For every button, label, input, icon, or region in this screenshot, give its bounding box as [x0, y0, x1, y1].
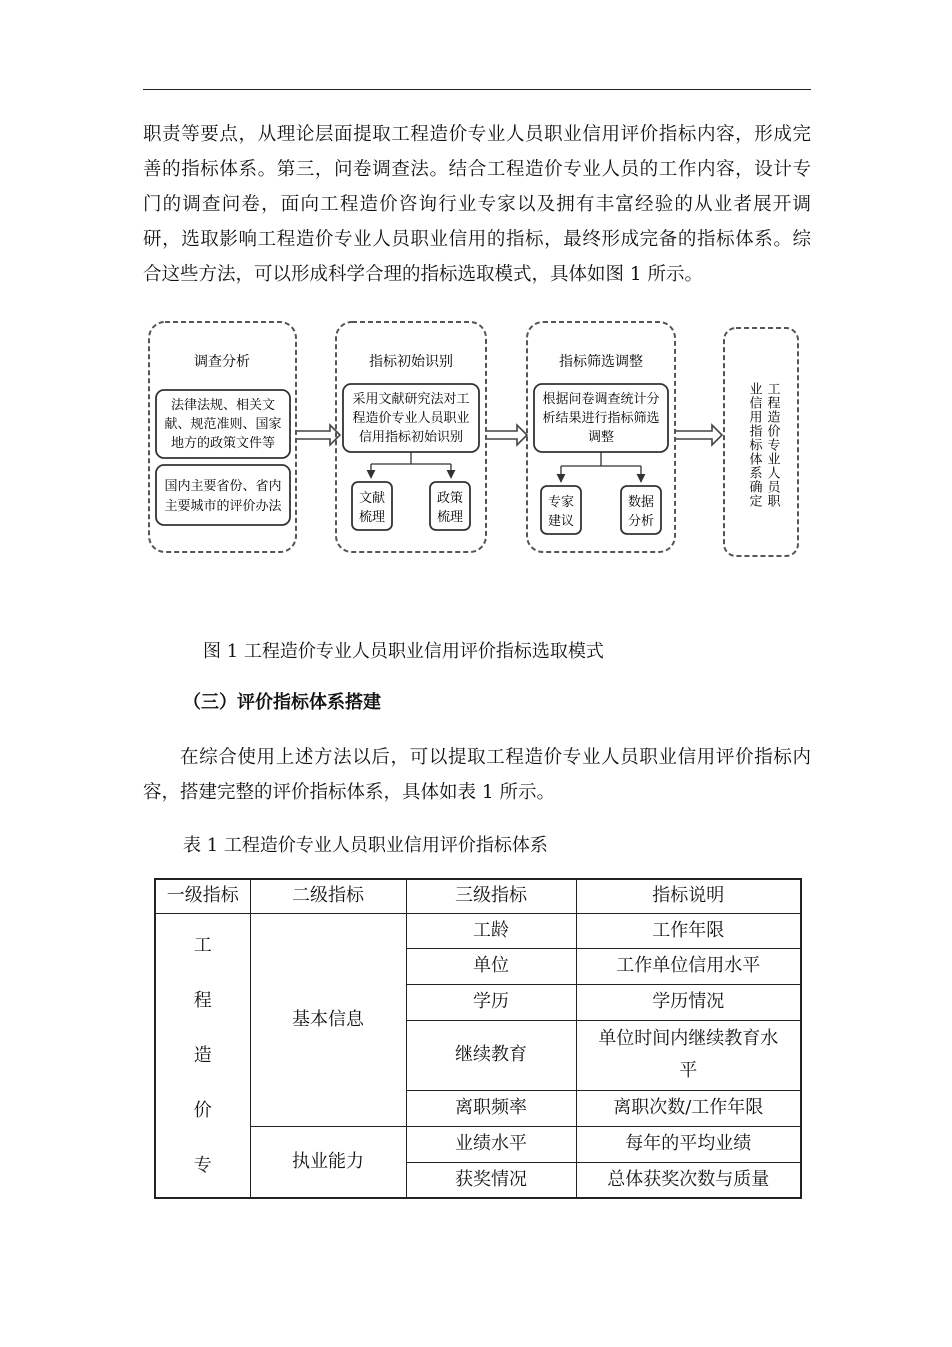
description-cell: 总体获奖次数与质量 — [576, 1162, 801, 1198]
description-cell: 单位时间内继续教育水平 — [576, 1020, 801, 1090]
header-cell: 一级指标 — [155, 879, 250, 913]
description-cell: 离职次数/工作年限 — [576, 1090, 801, 1126]
box-line: 国内主要省份、省内 — [164, 479, 282, 494]
header-cell: 二级指标 — [250, 879, 406, 913]
vertical-text-column-1: 工程造价专业人员职 — [764, 382, 780, 508]
description-cell: 学历情况 — [576, 984, 801, 1020]
box-line: 梳理 — [358, 510, 386, 525]
level1-char: 造 — [193, 1044, 212, 1066]
paragraph-system-build — [143, 740, 811, 810]
box-line: 专家 — [547, 495, 575, 510]
level3-cell: 离职频率 — [406, 1090, 576, 1126]
text-line: 在综合使用上述方法以后，可以提取工程造价专业人员职业信用评价指标内 — [180, 747, 811, 768]
regional-methods-box — [156, 465, 290, 525]
box-line: 梳理 — [436, 510, 464, 525]
box-line: 地方的政策文件等 — [170, 436, 276, 451]
level3-cell: 获奖情况 — [406, 1162, 576, 1198]
text-line: 研，选取影响工程造价专业人员职业信用的指标，最终形成完备的指标体系。综 — [143, 229, 811, 250]
table-row — [155, 913, 801, 948]
box-line: 分析 — [627, 514, 655, 529]
level3-cell: 继续教育 — [406, 1020, 576, 1090]
text-line: 合这些方法，可以形成科学合理的指标选取模式，具体如图 1 所示。 — [143, 264, 704, 285]
branch-connector — [561, 452, 641, 482]
stage-initial-identification-title: 指标初始识别 — [369, 354, 453, 370]
box-line: 献、规范准则、国家 — [164, 417, 282, 432]
text-line: 门的调查问卷，面向工程造价咨询行业专家以及拥有丰富经验的从业者展开调 — [143, 194, 811, 215]
level2-cell-practice-ability: 执业能力 — [250, 1126, 406, 1198]
level1-char: 程 — [193, 989, 212, 1011]
level3-cell: 单位 — [406, 948, 576, 984]
table-caption: 表 1 工程造价专业人员职业信用评价指标体系 — [183, 835, 548, 856]
description-cell: 每年的平均业绩 — [576, 1126, 801, 1162]
stage-screening-adjustment-title: 指标筛选调整 — [559, 354, 643, 370]
header-cell: 三级指标 — [406, 879, 576, 913]
box-line: 采用文献研究法对工 — [352, 392, 470, 407]
level1-char: 价 — [193, 1099, 212, 1121]
evaluation-index-table — [154, 878, 802, 1199]
box-line: 建议 — [547, 514, 575, 529]
box-line: 信用指标初始识别 — [358, 430, 464, 445]
header-cell: 指标说明 — [576, 879, 801, 913]
box-line: 程造价专业人员职业 — [352, 411, 470, 426]
index-selection-flow-diagram — [0, 0, 952, 620]
figure-caption: 图 1 工程造价专业人员职业信用评价指标选取模式 — [203, 641, 604, 662]
level2-cell-basic-info: 基本信息 — [250, 913, 406, 1126]
description-cell: 工作单位信用水平 — [576, 948, 801, 984]
level3-cell: 业绩水平 — [406, 1126, 576, 1162]
text-line: 容，搭建完整的评价指标体系，具体如表 1 所示。 — [143, 782, 556, 803]
description-cell: 工作年限 — [576, 913, 801, 948]
double-arrow-3 — [676, 425, 722, 445]
box-line: 政策 — [436, 491, 464, 506]
branch-connector — [371, 452, 451, 478]
box-line: 析结果进行指标筛选 — [542, 411, 660, 426]
level1-char: 专 — [193, 1154, 212, 1176]
box-line: 法律法规、相关文 — [170, 398, 276, 413]
level1-cell — [155, 913, 250, 1198]
table-row — [155, 1126, 801, 1162]
double-arrow-2 — [487, 425, 527, 445]
box-line: 文献 — [358, 491, 386, 506]
level3-cell: 工龄 — [406, 913, 576, 948]
table-header-row — [155, 879, 801, 913]
box-line: 主要城市的评价办法 — [164, 499, 282, 514]
text-line: 善的指标体系。第三，问卷调查法。结合工程造价专业人员的工作内容，设计专 — [143, 159, 811, 180]
level1-char: 工 — [193, 934, 212, 956]
level3-cell: 学历 — [406, 984, 576, 1020]
text-line: 职责等要点，从理论层面提取工程造价专业人员职业信用评价指标内容，形成完 — [143, 124, 811, 145]
double-arrow-1 — [297, 425, 340, 445]
section-heading: （三）评价指标体系搭建 — [183, 692, 381, 713]
vertical-text-column-2: 业信用指标体系确定 — [746, 382, 762, 508]
box-line: 调整 — [587, 430, 615, 445]
box-line: 根据问卷调查统计分 — [542, 392, 660, 407]
stage-survey-analysis-title: 调查分析 — [194, 354, 250, 370]
box-line: 数据 — [627, 495, 655, 510]
